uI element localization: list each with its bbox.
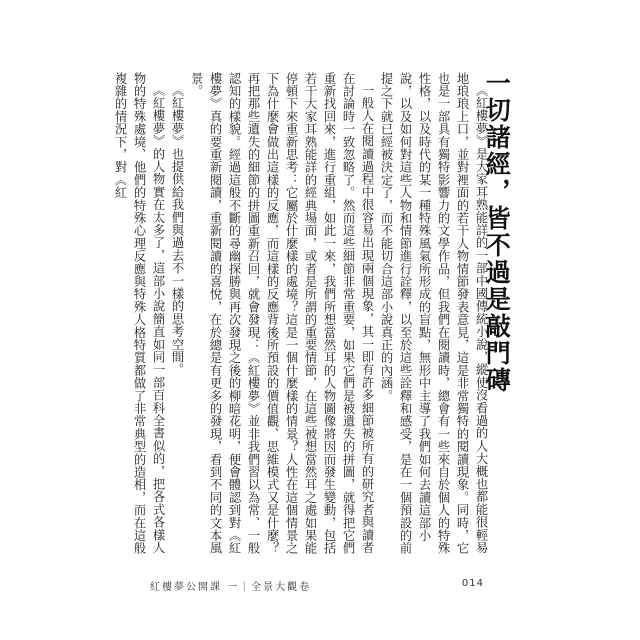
body-text: [113, 72, 490, 560]
page-number: 014: [461, 578, 484, 589]
paragraph: 一般人在閱讀過程中很容易出現兩個現象，其一即有許多細節被所有的研究者與讀者在討論時一致忽略了。然而這些細節非常重要，如果它們是被遺失的拼圖，就得把它們重新找回來，進行重組，如此一來，我們所想當然耳的人物圖像將因而發生變動，包括若干大家耳熟能詳的經典場面，或者是所謂的重要情節，在這些被想當然耳之處如果能停頓下來重新思考：它屬於什麼樣的處境？這是一個什麼樣的情景？人性在這個情景之下為什麼會做出這樣的反應，而這樣的反應背後所預設的價值觀、思維模式又是什麼？再把那些遺失的細節的拼圖重新召回，就會發現：《紅樓夢》並非我們習以為常、一般認知的樣貌。經過這般不斷的尋幽探勝與再次發現之後的柳暗花明，便會體認到對《紅樓夢》真的要重新閱讀，重新閱讀的喜悅，在於總是有更多的發現，看到不同的文本風景。: [189, 72, 374, 555]
paragraph: 《紅樓夢》也提供給我們與過去不一樣的思考空間。: [170, 84, 184, 377]
paragraph: 《紅樓夢》是大家耳熟能詳的一部中國傳統小說，縱使沒看過的人大概也都能很輕易地琅琅上口，並對裡面的若干人物情節發表意見，這是非常獨特的閱讀現象。同時，它也是一部具有獨特影響力的文學作品，但我們在閱讀時，總會有一些來自於個人的特殊性格，以及時代的某一種特殊風氣所形成的盲點，無形中主導了我們如何去讀這部小說，以及如何對這些人物和情節進行詮釋，以至於這些詮釋和感受，是在一個預設的前提之下就已經被決定了，而不能切合這部小說真正的內涵。: [379, 72, 488, 555]
chapter-title: 一切諸經，皆不過是敲門磚: [482, 70, 512, 394]
paragraph: 《紅樓夢》的人物實在太多了，這部小說簡直如同一部百科全書似的，把各式各樣人物的特殊處境、他們的特殊心理反應與特殊人格特質都做了非常典型的造相，而在這般複雜的情況下，對《紅: [113, 72, 165, 555]
page-footer: [150, 578, 484, 594]
running-footer-title: 紅樓夢公開課 一｜全景大觀卷: [150, 582, 312, 593]
